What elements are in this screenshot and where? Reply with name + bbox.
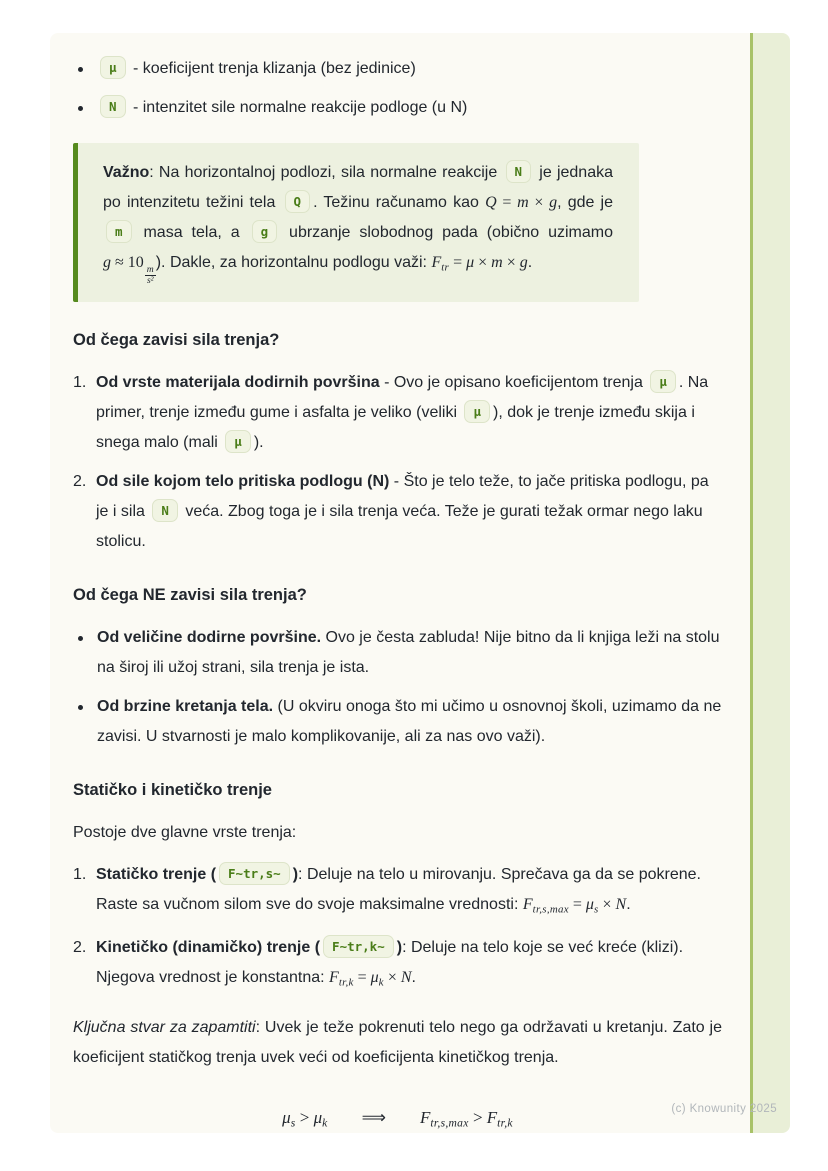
list-item-text [96,467,722,557]
list-item [73,93,722,123]
list-item [73,467,722,557]
text-run: , gde je [557,194,614,211]
list-item-text [96,368,722,458]
inline-code-badge: N [152,499,178,522]
text-run: . Težinu računamo kao [313,194,486,211]
list-item-text [97,93,722,123]
text-run: : Uvek je teže pokrenuti telo nego ga održavati u kretanju. Zato je koeficijent statičkog trenja uvek veći od koeficijenta kinetičkog trenja. [73,1019,722,1067]
numbered-list [73,860,722,998]
text-run: Ovo je česta zabluda! Nije bitno da li knjiga leži na stolu na široj ili užoj strani, sila trenja je ista. [97,628,720,676]
section-heading: Od čega zavisi sila trenja? [73,330,280,349]
text-run: . [411,969,416,987]
bold-text: ) [396,939,403,957]
list-number: 2. [73,472,87,490]
italic-text: Ključna stvar za zapamtiti [73,1019,256,1037]
callout-box [73,143,639,302]
text-run: masa tela, a [134,224,249,241]
list-item-text [96,860,722,924]
bold-text: Od brzine kretanja tela. [97,697,274,715]
inline-code-badge: F~tr,k~ [323,935,394,958]
bold-text: ) [292,865,299,883]
bullet-list [73,54,722,123]
text-run: ). Dakle, za horizontalnu podlogu važi: [155,254,432,271]
list-item [73,692,722,752]
list-number: 2. [73,939,87,957]
math-expression: Q = m × g [485,194,558,211]
inline-code-badge: Q [285,190,311,213]
inline-code-badge: μ [650,370,676,393]
fraction: $\frac{m}{\text{s²}}$ [146,263,154,287]
bullet-icon [78,106,83,111]
text-run: : Deluje na telo koje se već kreće (klizi). Njegova vrednost je konstantna: [96,939,684,987]
list-item [73,860,722,924]
bullet-icon [78,636,83,641]
text-run: - Što je telo teže, to jače pritiska podlogu, pa je i sila [96,472,709,520]
callout-text [103,164,614,287]
bold-text: Važno [103,164,150,181]
bullet-list [73,623,722,752]
bold-text: Od sile kojom telo pritiska podlogu (N) [96,472,390,490]
section-heading: Statičko i kinetičko trenje [73,780,272,799]
inline-code-badge: F~tr,s~ [219,862,290,885]
text-run: - koeficijent trenja klizanja (bez jedinice) [128,60,416,77]
inline-code-badge: g [252,220,278,243]
text-run: veća. Zbog toga je i sila trenja veća. Teže je gurati težak ormar nego laku stolicu. [96,502,703,550]
math-expression: $\mu_s > \mu_k$ ⟹ $F_{tr,s,max} > F_{tr,k}$ [282,1108,513,1130]
text-run: . [527,254,533,271]
math-expression: $F_{tr} = \mu \times m \times g$ [431,254,528,274]
formula-block [73,1103,722,1138]
math-expression: $F_{tr,s,max} = \mu_s \times N$ [522,895,627,916]
text-run: . Na primer, trenje između gume i asfalta je veliko (veliki [96,373,709,421]
inline-code-badge: m [106,220,132,243]
paragraph [73,818,722,848]
text-run: . [626,895,631,913]
list-item-text [97,54,722,84]
text-run: - intenzitet sile normalne reakcije podloge (u N) [128,99,468,116]
list-number: 1. [73,865,87,883]
bold-text: Od veličine dodirne površine. [97,628,322,646]
text-run: (U okviru onoga što mi učimo u osnovnoj školi, uzimamo da ne zavisi. U stvarnosti je malo komplikovanije, ali za nas ovo važi). [97,697,722,745]
list-number: 1. [73,373,87,391]
text-run: : Deluje na telo u mirovanju. Sprečava ga da se pokrene. Raste sa vučnom silom sve do svoje maksimalne vrednosti: [96,865,701,913]
bold-text: Kinetičko (dinamičko) trenje ( [96,939,321,957]
copyright-footer: (c) Knowunity 2025 [671,1103,777,1115]
bullet-icon [78,705,83,710]
bold-text: Statičko trenje ( [96,865,217,883]
list-item-text [97,692,722,752]
page [50,33,790,1133]
section-heading: Od čega NE zavisi sila trenja? [73,585,307,604]
inline-code-badge: μ [464,400,490,423]
numbered-list [73,368,722,557]
text-run: ubrzanje slobodnog pada (obično uzimamo [280,224,614,241]
math-expression: $F_{tr,k} = \mu_k \times N$ [329,969,412,989]
list-item-text [97,623,722,683]
list-item-text [96,933,722,997]
list-item [73,623,722,683]
list-item [73,933,722,997]
inline-code-badge: N [506,160,532,183]
text-run: je jednaka po intenzitetu težini tela [103,164,614,211]
inline-code-badge: μ [225,430,251,453]
list-item [73,368,722,458]
paragraph [73,1013,722,1073]
document-content [50,33,790,1133]
text-run: Postoje dve glavne vrste trenja: [73,823,297,841]
list-item [73,54,722,84]
text-run: : Na horizontalnoj podlozi, sila normalne reakcije [149,164,503,181]
inline-code-badge: N [100,95,126,118]
math-expression: g ≈ 10 $\frac{m}{\text{s²}}$ [103,254,154,287]
bold-text: Od vrste materijala dodirnih površina [96,373,380,391]
text-run: ). [253,433,264,451]
bullet-icon [78,67,83,72]
text-run: - Ovo je opisano koeficijentom trenja [379,373,648,391]
text-run: ), dok je trenje između skija i snega malo (mali [96,403,695,451]
inline-code-badge: μ [100,56,126,79]
